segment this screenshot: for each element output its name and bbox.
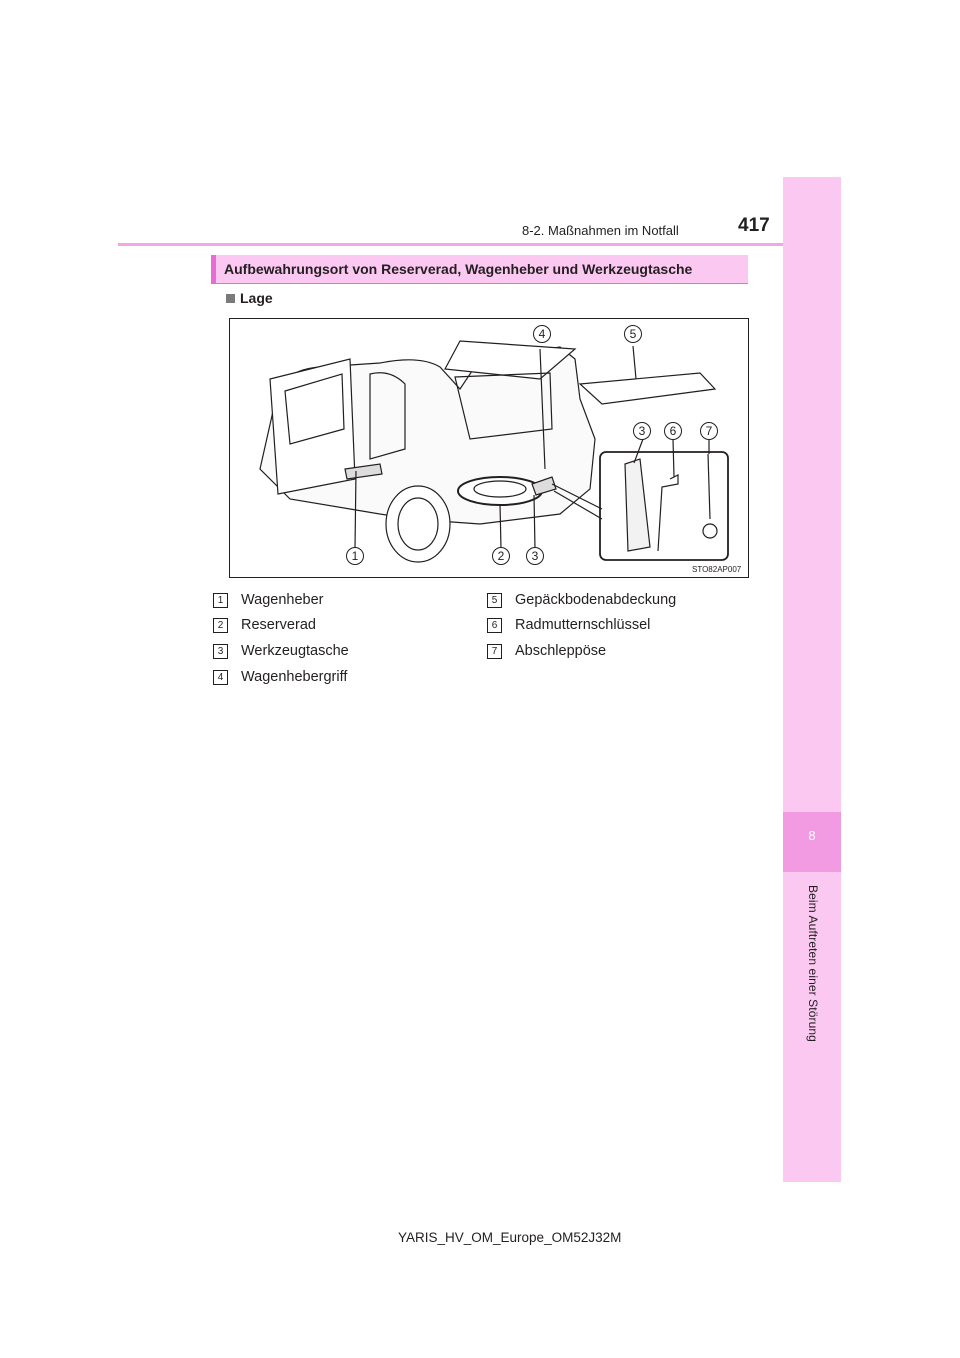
page-number: 417 [738,215,770,236]
callout-1: 1 [346,547,364,565]
legend-label: Abschleppöse [515,643,607,659]
section-heading: Aufbewahrungsort von Reserverad, Wagenheber und Werkzeugtasche [224,261,693,277]
legend-number: 5 [487,593,502,608]
legend-number: 6 [487,618,502,633]
heading-underline [211,283,748,284]
callout-7: 7 [700,422,718,440]
heading-accent [211,255,216,283]
callout-2: 2 [492,547,510,565]
chapter-number: 8 [808,828,816,843]
illustration-frame [229,318,749,578]
legend-label: Radmutternschlüssel [515,617,651,633]
section-title: 8-2. Maßnahmen im Notfall [522,223,679,238]
callout-6: 6 [664,422,682,440]
figure-code: STO82AP007 [692,565,742,574]
legend-number: 1 [213,593,228,608]
header-rule [118,243,783,246]
callout-5: 5 [624,325,642,343]
callout-3: 3 [526,547,544,565]
legend-label: Reserverad [241,617,316,633]
legend-label: Wagenhebergriff [241,669,348,685]
callout-4: 4 [533,325,551,343]
chapter-title: Beim Auftreten einer Störung [806,885,820,1042]
document-code: YARIS_HV_OM_Europe_OM52J32M [398,1230,622,1245]
legend-number: 2 [213,618,228,633]
legend-label: Wagenheber [241,592,324,608]
car-illustration [230,319,748,577]
legend-label: Gepäckbodenabdeckung [515,592,677,608]
legend-label: Werkzeugtasche [241,643,349,659]
subheading: Lage [240,290,273,306]
callout-3-inset: 3 [633,422,651,440]
legend-number: 7 [487,644,502,659]
legend-number: 3 [213,644,228,659]
square-bullet-icon [226,294,235,303]
legend-number: 4 [213,670,228,685]
